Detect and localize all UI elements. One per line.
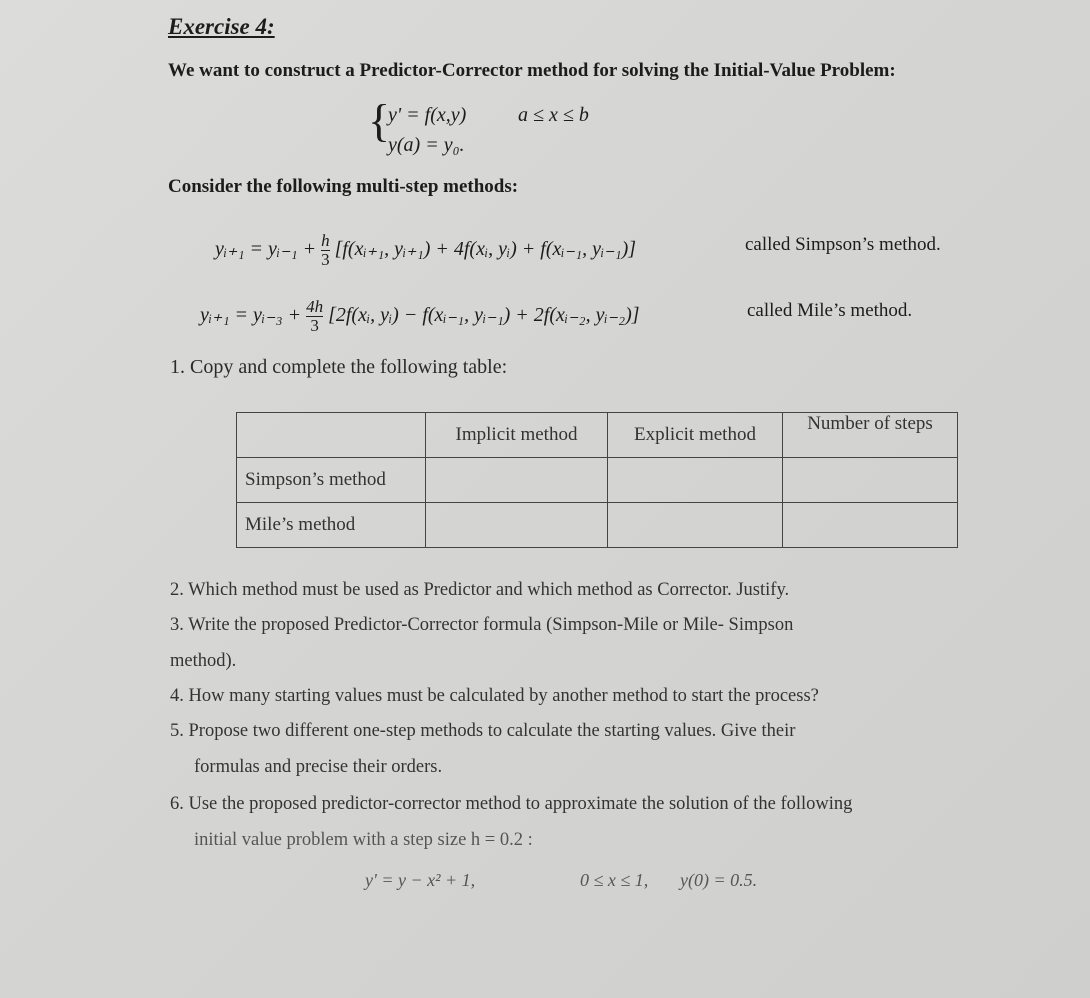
ivp-initial: y(a) = y₀. — [388, 134, 465, 156]
question-2: 2. Which method must be used as Predictor and which method as Corrector. Justify. — [170, 580, 790, 600]
formula-lhs: yᵢ₊₁ = yᵢ₋₃ + — [200, 304, 302, 327]
final-ivp-domain: 0 ≤ x ≤ 1, — [580, 870, 649, 890]
table-cell — [783, 503, 958, 548]
ivp-equation: y' = f(x,y) — [388, 104, 467, 126]
question-3-cont: method). — [170, 651, 237, 671]
table-row — [237, 458, 958, 503]
simpson-label: called Simpson’s method. — [745, 234, 941, 255]
question-4: 4. How many starting values must be calculated by another method to start the process? — [170, 686, 819, 706]
question-6: 6. Use the proposed predictor-corrector method to approximate the solution of the following — [170, 794, 853, 814]
ivp-domain: a ≤ x ≤ b — [518, 104, 589, 126]
mile-label: called Mile’s method. — [747, 300, 913, 321]
formula-rhs: [2f(xᵢ, yᵢ) − f(xᵢ₋₁, yᵢ₋₁) + 2f(xᵢ₋₂, yᵢ₋₂)] — [328, 304, 640, 327]
exercise-title: Exercise 4: — [168, 14, 275, 39]
table-header-row — [237, 413, 958, 458]
methods-table — [236, 412, 958, 548]
table-cell — [608, 458, 783, 503]
table-cell — [608, 503, 783, 548]
system-brace: { — [368, 95, 391, 146]
simpson-formula — [215, 232, 636, 269]
fraction: $\frac{h}{3}$ — [321, 231, 330, 269]
table-cell — [426, 503, 608, 548]
question-5-cont: formulas and precise their orders. — [194, 757, 443, 777]
consider-text: Consider the following multi-step methods: — [168, 176, 519, 197]
final-ivp-initial: y(0) = 0.5. — [680, 870, 758, 890]
question-5: 5. Propose two different one-step methods to calculate the starting values. Give their — [170, 721, 796, 741]
question-3: 3. Write the proposed Predictor-Corrector formula (Simpson-Mile or Mile- Simpson — [170, 615, 794, 635]
table-row — [237, 503, 958, 548]
formula-lhs: yᵢ₊₁ = yᵢ₋₁ + — [215, 238, 317, 261]
row-label: Mile’s method — [237, 503, 426, 548]
header-cell: Implicit method — [426, 413, 608, 458]
question-6-cont: initial value problem with a step size h = 0.2 : — [194, 830, 533, 850]
header-cell: Explicit method — [608, 413, 783, 458]
mile-formula — [200, 298, 640, 335]
formula-rhs: [f(xᵢ₊₁, yᵢ₊₁) + 4f(xᵢ, yᵢ) + f(xᵢ₋₁, yᵢ₋₁)] — [334, 238, 637, 261]
header-cell — [237, 413, 426, 458]
table-cell — [426, 458, 608, 503]
final-ivp-equation: y' = y − x² + 1, — [365, 870, 476, 890]
intro-text: We want to construct a Predictor-Corrector method for solving the Initial-Value Problem: — [168, 60, 896, 81]
header-cell: Number of steps — [783, 413, 958, 458]
row-label: Simpson’s method — [237, 458, 426, 503]
question-1: 1. Copy and complete the following table: — [170, 356, 508, 378]
table-cell — [783, 458, 958, 503]
fraction: $\frac{4h}{3}$ — [306, 297, 324, 335]
